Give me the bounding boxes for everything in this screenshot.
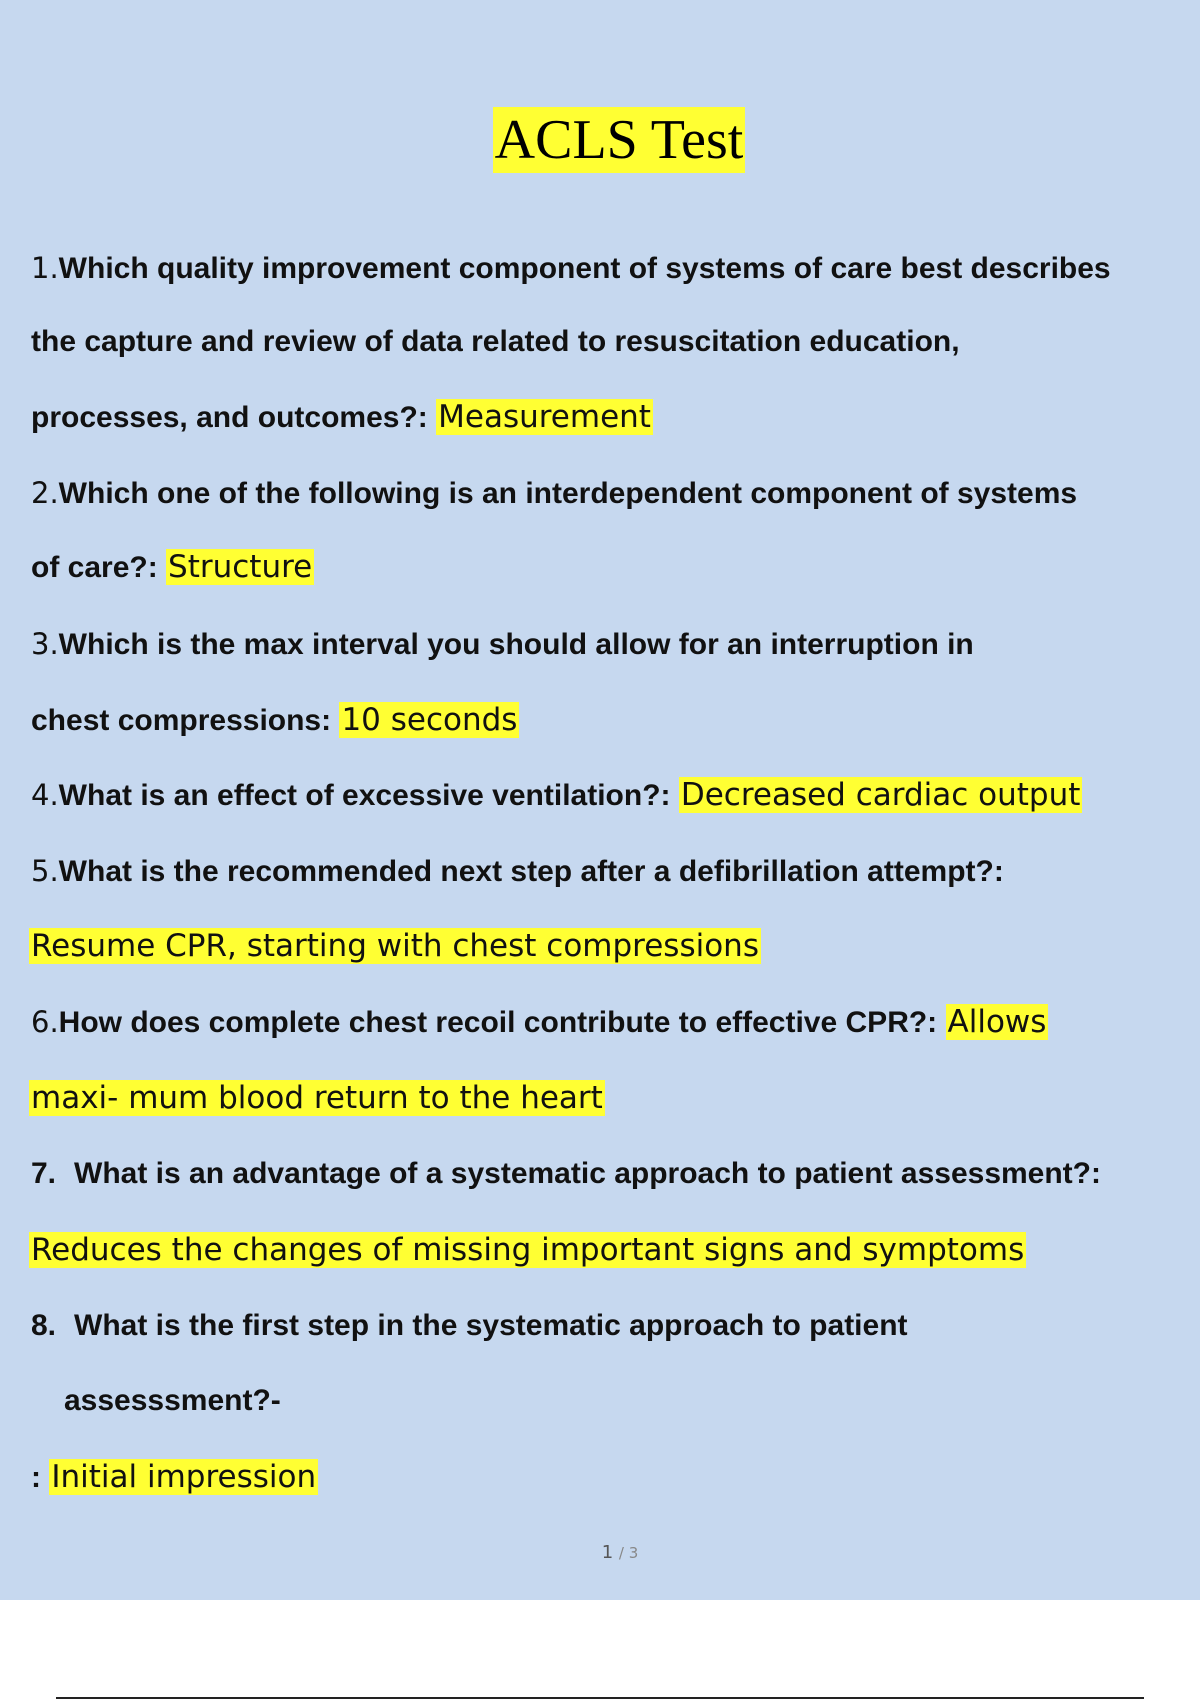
question-5-line-2 bbox=[31, 926, 761, 967]
question-7-answer: Reduces the changes of missing important signs and symptoms bbox=[31, 1232, 1025, 1268]
question-8-text: What is the first step in the systematic approach to patient bbox=[74, 1309, 908, 1342]
question-5-text: What is the recommended next step after a defibrillation attempt?: bbox=[58, 855, 1004, 888]
question-2-answer: Structure bbox=[168, 549, 313, 585]
question-3-answer: 10 seconds bbox=[341, 702, 518, 738]
question-3-line-1 bbox=[31, 624, 974, 665]
question-1-line-1 bbox=[31, 248, 1111, 289]
question-8-line-1 bbox=[31, 1306, 908, 1346]
question-5-answer: Resume CPR, starting with chest compressions bbox=[31, 928, 759, 964]
page-title-text: ACLS Test bbox=[494, 109, 744, 171]
question-2-number: 2. bbox=[31, 476, 59, 510]
page-title bbox=[0, 108, 1200, 172]
question-6-answer-part-1: Allows bbox=[947, 1004, 1047, 1040]
question-8-line-3 bbox=[31, 1457, 318, 1498]
question-3-text: Which is the max interval you should allow for an interruption in bbox=[58, 628, 974, 661]
question-7-line-1 bbox=[31, 1154, 1101, 1194]
question-1-line-3 bbox=[31, 397, 653, 438]
question-1-text-end: processes, and outcomes?: bbox=[31, 401, 437, 434]
question-7-line-2 bbox=[31, 1230, 1026, 1271]
question-3-line-2 bbox=[31, 700, 519, 741]
question-4-line-1 bbox=[31, 775, 1082, 816]
question-6-line-2 bbox=[31, 1078, 605, 1119]
question-6-line-1 bbox=[31, 1002, 1048, 1043]
question-8-answer: Initial impression bbox=[51, 1459, 317, 1495]
question-8-answer-prefix: : bbox=[31, 1461, 50, 1494]
question-7-number: 7. bbox=[31, 1157, 57, 1190]
footer-divider bbox=[56, 1697, 1144, 1699]
question-3-number: 3. bbox=[31, 627, 59, 661]
question-7-text: What is an advantage of a systematic approach to patient assessment?: bbox=[74, 1157, 1101, 1190]
question-8-line-2: assesssment?- bbox=[64, 1384, 281, 1417]
question-4-number: 4. bbox=[31, 778, 59, 812]
question-1-answer: Measurement bbox=[438, 399, 651, 435]
question-2-line-1 bbox=[31, 473, 1077, 514]
question-2-text-end: of care?: bbox=[31, 551, 167, 584]
question-1-line-2: the capture and review of data related to resuscitation education, bbox=[31, 325, 960, 358]
question-5-line-1 bbox=[31, 851, 1004, 892]
question-3-text-end: chest compressions: bbox=[31, 704, 340, 737]
page-total: / 3 bbox=[618, 1544, 639, 1562]
question-6-answer-part-2: maxi- mum blood return to the heart bbox=[31, 1080, 603, 1116]
question-2-line-2 bbox=[31, 547, 314, 588]
page-current: 1 bbox=[601, 1542, 614, 1563]
question-5-number: 5. bbox=[31, 854, 59, 888]
question-6-number: 6. bbox=[31, 1005, 59, 1039]
page-indicator bbox=[0, 1542, 1200, 1563]
question-1-number: 1. bbox=[31, 251, 59, 285]
question-2-text: Which one of the following is an interdependent component of systems bbox=[58, 477, 1078, 510]
question-8-number: 8. bbox=[31, 1309, 57, 1342]
question-1-text: Which quality improvement component of systems of care best describes bbox=[58, 252, 1111, 285]
question-4-answer: Decreased cardiac output bbox=[680, 777, 1081, 813]
question-6-text: How does complete chest recoil contribute to effective CPR?: bbox=[58, 1006, 946, 1039]
question-4-text: What is an effect of excessive ventilation?: bbox=[58, 779, 679, 812]
